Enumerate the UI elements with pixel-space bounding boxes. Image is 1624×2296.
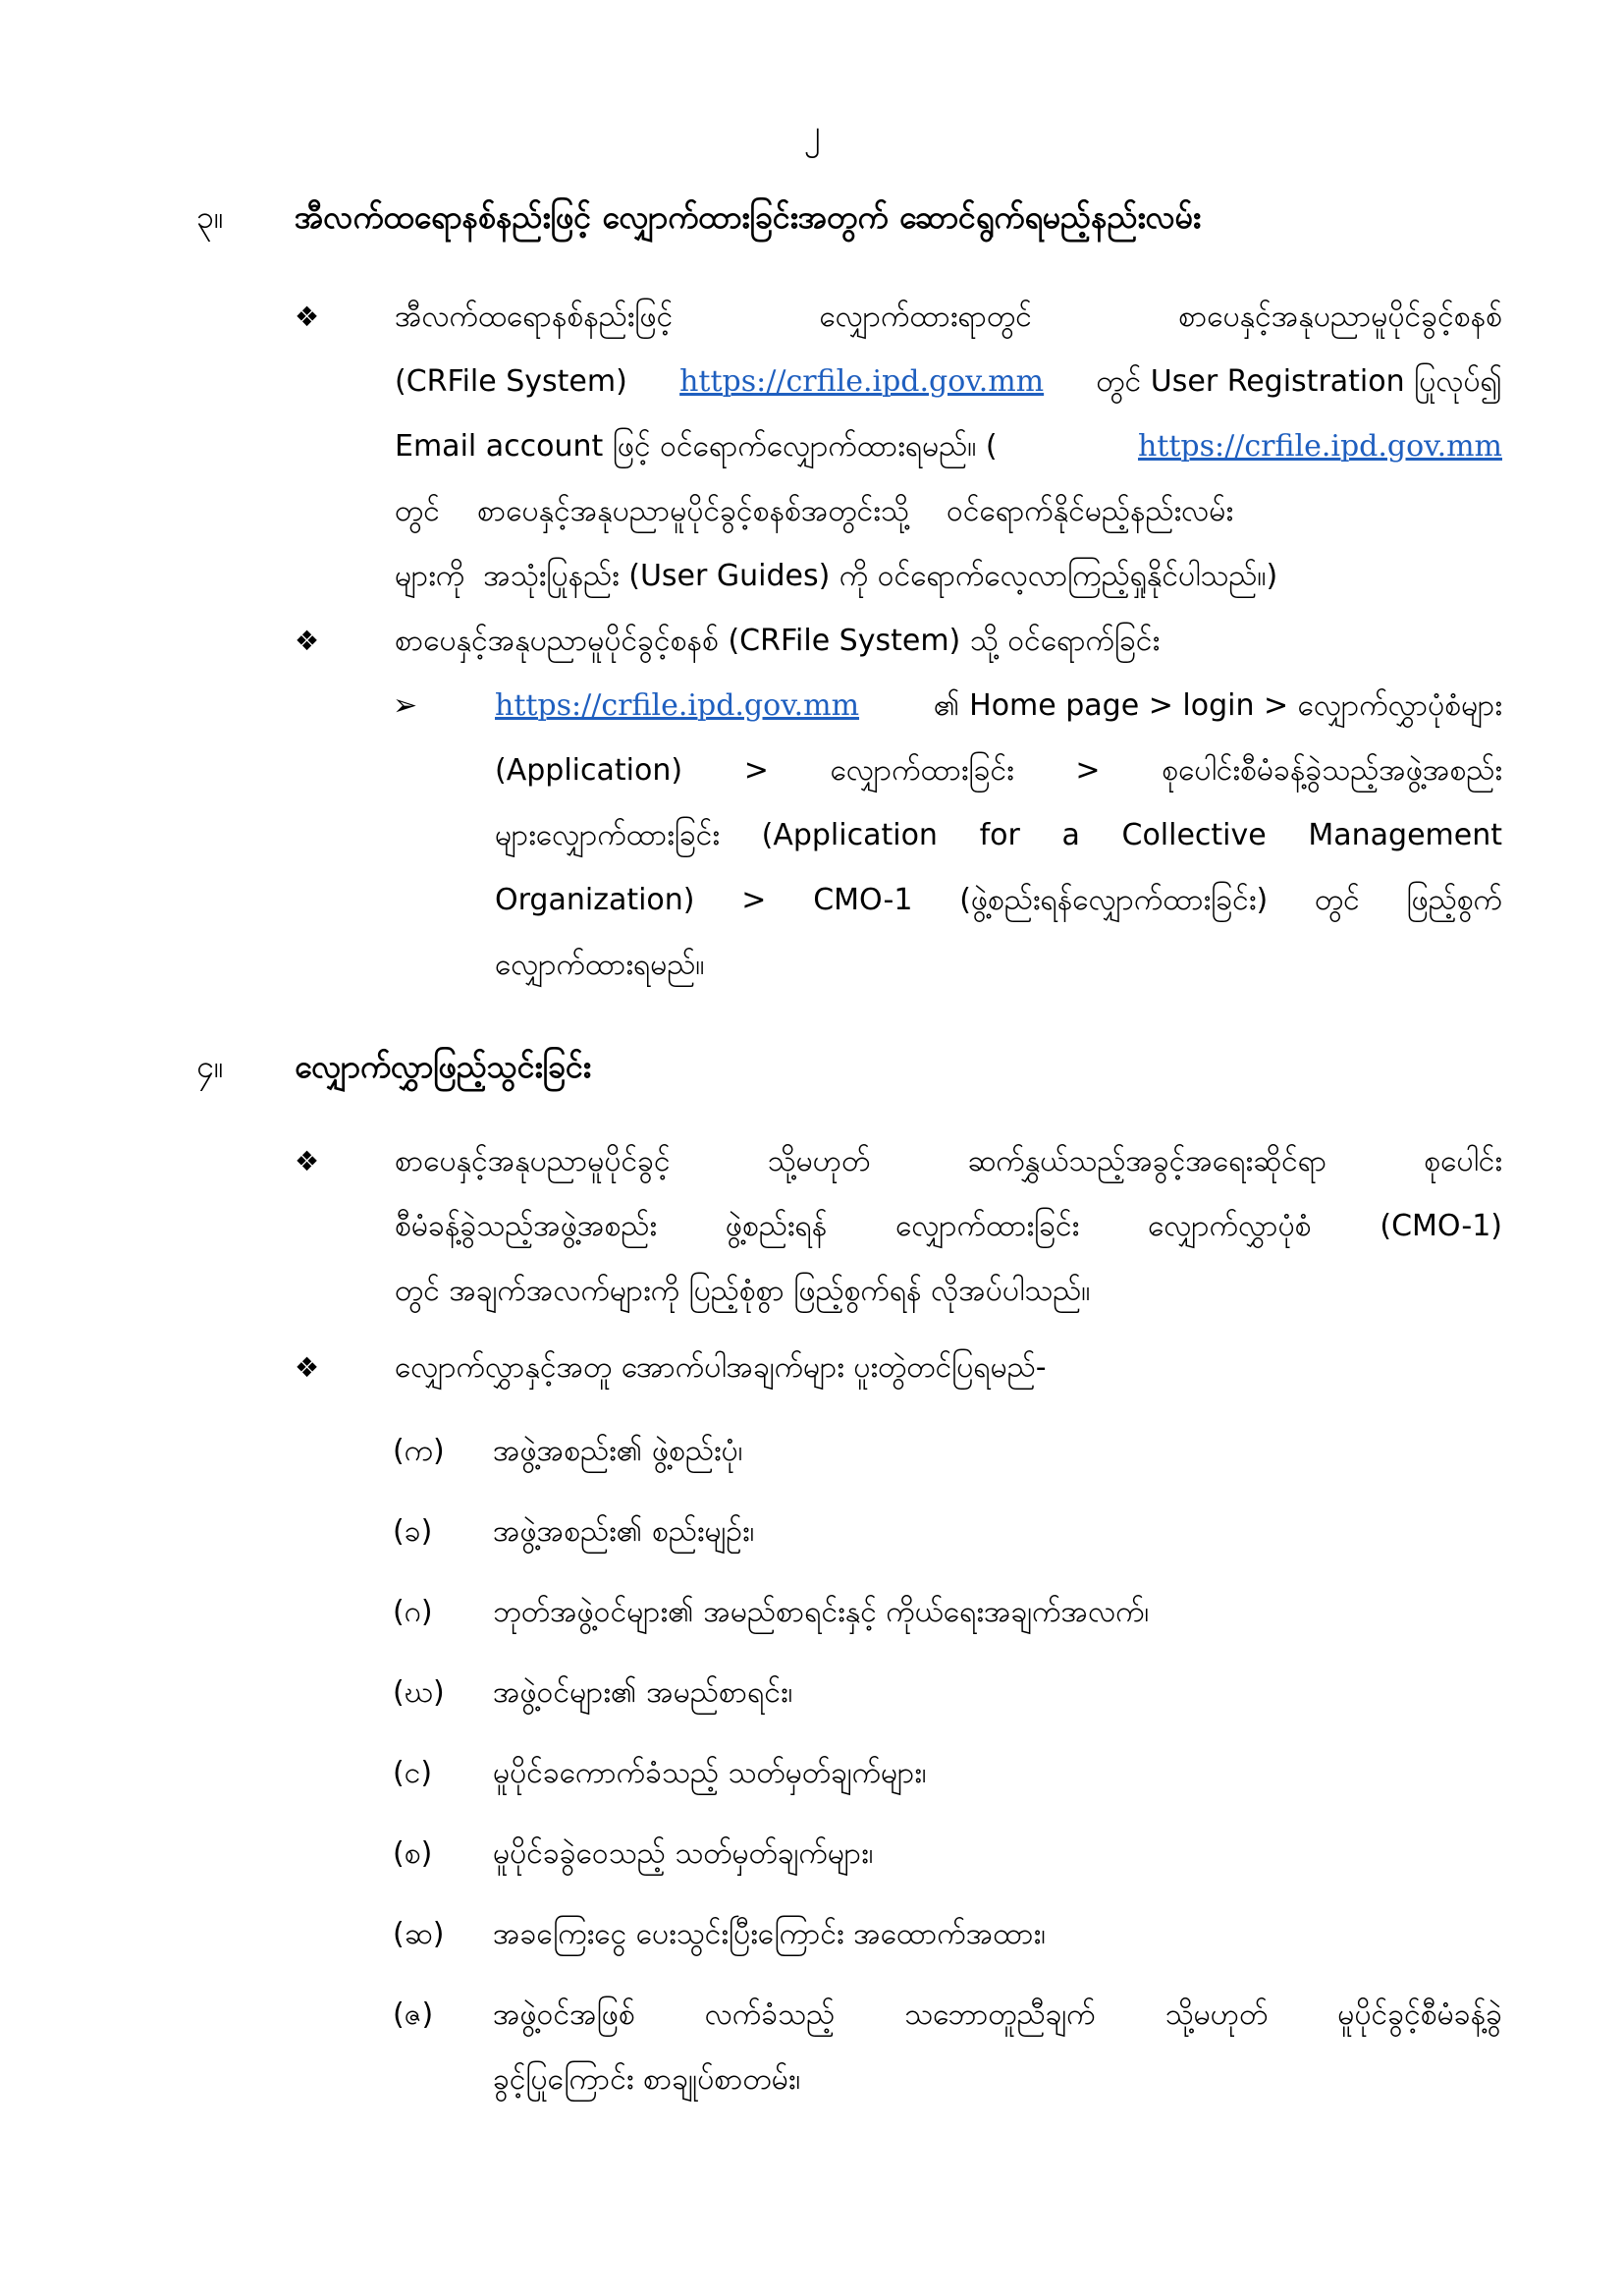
section-3-title: အီလက်ထရောနစ်နည်းဖြင့် လျှောက်ထားခြင်းအတွက် ဆောင်ရွက်ရမည့်နည်းလမ်း xyxy=(295,198,1202,236)
text-line: အီလက်ထရောနစ်နည်းဖြင့် လျှောက်ထားရာတွင် စာပေနှင့်အနုပညာမူပိုင်ခွင့်စနစ် xyxy=(395,300,1502,334)
text-line: တွင် စာပေနှင့်အနုပညာမူပိုင်ခွင့်စနစ်အတွင်းသို့ ဝင်ရောက်နိုင်မည့်နည်းလမ်း xyxy=(395,494,1234,528)
list-item-text: မူပိုင်ခကောက်ခံသည့် သတ်မှတ်ချက်များ၊ xyxy=(493,1756,927,1790)
text-line: အဖွဲ့ဝင်အဖြစ် လက်ခံသည့် သဘောတူညီချက် သို့မဟုတ် မူပိုင်ခွင့်စီမံခန့်ခွဲ xyxy=(493,1997,1502,2032)
sub-bullet-text xyxy=(495,674,1502,998)
bullet-text xyxy=(395,1336,1502,1400)
list-item-text: အဖွဲ့အစည်း၏ စည်းမျဉ်း၊ xyxy=(493,1514,755,1549)
list-item-label: (စ) xyxy=(393,1836,433,1871)
list-item-label: (င) xyxy=(393,1756,433,1790)
diamond-bullet-icon: ❖ xyxy=(295,1145,320,1177)
diamond-bullet-icon: ❖ xyxy=(295,625,320,657)
text-line: Organization) > CMO-1 (ဖွဲ့စည်းရန်လျှောက်ထားခြင်း) တွင် ဖြည့်စွက် xyxy=(495,883,1502,917)
text-line: လျှောက်ထားရမည်။ xyxy=(495,948,705,982)
list-item-text: အဖွဲ့ဝင်များ၏ အမည်စာရင်း၊ xyxy=(493,1675,793,1710)
crfile-link[interactable]: https://crfile.ipd.gov.mm xyxy=(679,364,1045,399)
text-line: စီမံခန့်ခွဲသည့်အဖွဲ့အစည်း ဖွဲ့စည်းရန် လျှောက်ထားခြင်း လျှောက်လွှာပုံစံ (CMO-1) xyxy=(395,1209,1502,1243)
bullet-text xyxy=(395,1129,1502,1324)
section-3-number: ၃။ xyxy=(196,198,224,236)
text-line: များကို အသုံးပြုနည်း (User Guides) ကို ဝင်ရောက်လေ့လာကြည့်ရှုနိုင်ပါသည်။) xyxy=(395,559,1278,593)
list-item-label: (ဇ) xyxy=(393,1997,434,2032)
list-item-text: အဖွဲ့အစည်း၏ ဖွဲ့စည်းပုံ၊ xyxy=(493,1434,743,1468)
list-item-label: (ဃ) xyxy=(393,1675,445,1710)
list-item-text: အခကြေးငွေ ပေးသွင်းပြီးကြောင်း အထောက်အထား၊ xyxy=(493,1917,1046,1951)
text-fragment: ၏ Home page > login > လျှောက်လွှာပုံစံများ xyxy=(933,688,1502,723)
list-item-label: (ဆ) xyxy=(393,1917,445,1951)
diamond-bullet-icon: ❖ xyxy=(295,301,320,333)
diamond-bullet-icon: ❖ xyxy=(295,1351,320,1384)
text-line: (Application) > လျှောက်ထားခြင်း > စုပေါင်းစီမံခန့်ခွဲသည့်အဖွဲ့အစည်း xyxy=(495,753,1502,788)
section-4-number: ၄။ xyxy=(196,1048,224,1085)
text-line: ခွင့်ပြုကြောင်း စာချုပ်စာတမ်း၊ xyxy=(493,2062,801,2097)
list-item-label: (ခ) xyxy=(393,1514,433,1549)
text-line xyxy=(495,674,1502,738)
arrow-bullet-icon: ➢ xyxy=(393,688,418,723)
list-item-label: (က) xyxy=(393,1434,445,1468)
text-fragment: (CRFile System) xyxy=(395,364,627,399)
text-line: တွင် အချက်အလက်များကို ပြည့်စုံစွာ ဖြည့်စွက်ရန် လိုအပ်ပါသည်။ xyxy=(395,1274,1091,1308)
section-4-title: လျှောက်လွှာဖြည့်သွင်းခြင်း xyxy=(295,1048,591,1085)
bullet-text xyxy=(395,609,1502,674)
text-line xyxy=(395,350,1502,414)
text-fragment: တွင် User Registration ပြုလုပ်၍ xyxy=(1096,364,1502,399)
text-line: များလျှောက်ထားခြင်း (Application for a Collective Management xyxy=(495,818,1502,852)
bullet-text xyxy=(395,285,1502,609)
page-number: ၂ xyxy=(803,113,821,152)
list-item-text xyxy=(493,1983,1502,2112)
list-item-text: ဘုတ်အဖွဲ့ဝင်များ၏ အမည်စာရင်းနှင့် ကိုယ်ရေးအချက်အလက်၊ xyxy=(493,1595,1150,1629)
list-item-label: (ဂ) xyxy=(393,1595,433,1629)
crfile-link[interactable]: https://crfile.ipd.gov.mm xyxy=(495,688,860,723)
text-fragment: Email account ဖြင့် ဝင်ရောက်လျှောက်ထားရမည်။ ( xyxy=(395,429,998,464)
text-line: စာပေနှင့်အနုပညာမူပိုင်ခွင့် သို့မဟုတ် ဆက်နွှယ်သည့်အခွင့်အရေးဆိုင်ရာ စုပေါင်း xyxy=(395,1144,1502,1178)
text-line: လျှောက်လွှာနှင့်အတူ အောက်ပါအချက်များ ပူးတွဲတင်ပြရမည်- xyxy=(395,1350,1047,1385)
list-item-text: မူပိုင်ခခွဲဝေသည့် သတ်မှတ်ချက်များ၊ xyxy=(493,1836,874,1871)
text-line xyxy=(395,414,1502,479)
text-line: စာပေနှင့်အနုပညာမူပိုင်ခွင့်စနစ် (CRFile System) သို့ ဝင်ရောက်ခြင်း xyxy=(395,624,1161,658)
crfile-link[interactable]: https://crfile.ipd.gov.mm xyxy=(1137,429,1502,464)
